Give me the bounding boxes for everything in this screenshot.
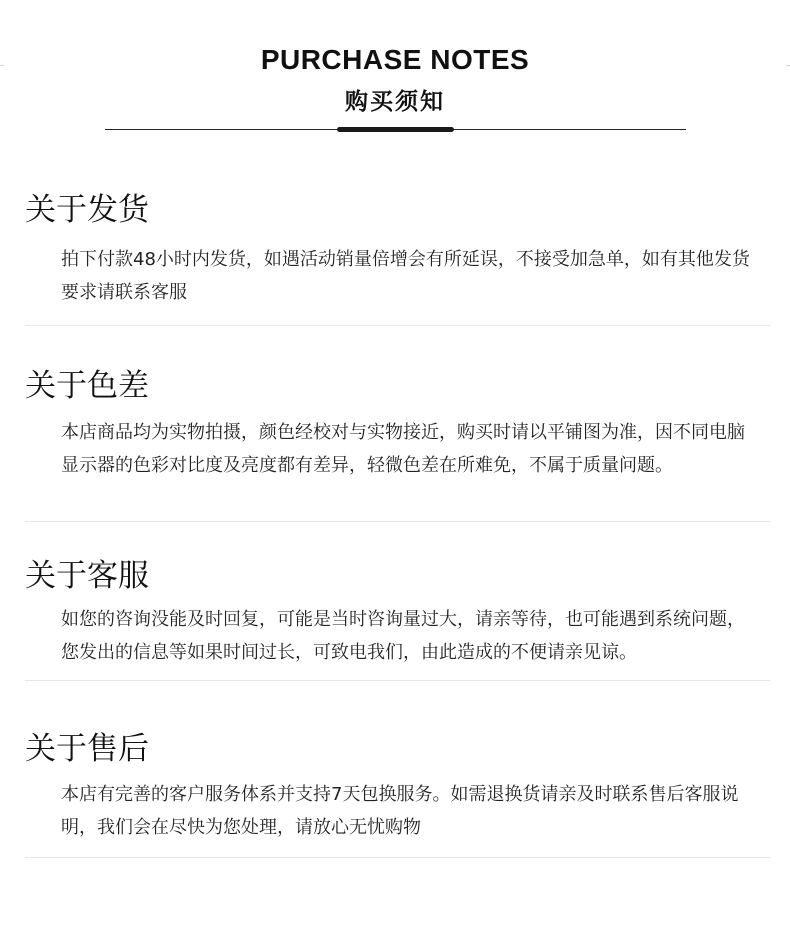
page-title-english: PURCHASE NOTES	[260, 44, 530, 75]
section-divider	[25, 680, 770, 681]
section-body-customer-service: 如您的咨询没能及时回复，可能是当时咨询量过大，请亲等待，也可能遇到系统问题，您发出的信息等如果时间过长，可致电我们，由此造成的不便请亲见谅。	[61, 609, 745, 663]
section-divider	[25, 857, 770, 858]
section-heading-customer-service: 关于客服	[25, 558, 149, 594]
section-heading-color-difference: 关于色差	[25, 368, 149, 404]
section-body-shipping: 拍下付款48小时内发货，如遇活动销量倍增会有所延误，不接受加急单，如有其他发货要求请联系客服	[61, 249, 750, 303]
page-title-chinese: 购买须知	[345, 89, 445, 115]
section-body-after-sales: 本店有完善的客户服务体系并支持7天包换服务。如需退换货请亲及时联系售后客服说明，我们会在尽快为您处理，请放心无忧购物	[61, 784, 739, 838]
section-divider	[25, 521, 770, 522]
section-body-color-difference: 本店商品均为实物拍摄，颜色经校对与实物接近，购买时请以平铺图为准，因不同电脑显示器的色彩对比度及亮度都有差异，轻微色差在所难免，不属于质量问题。	[61, 422, 745, 476]
purchase-notes-header	[0, 0, 790, 140]
section-heading-shipping: 关于发货	[25, 192, 149, 228]
section-heading-after-sales: 关于售后	[25, 731, 149, 767]
title-divider-accent	[337, 127, 454, 132]
section-divider	[25, 325, 770, 326]
